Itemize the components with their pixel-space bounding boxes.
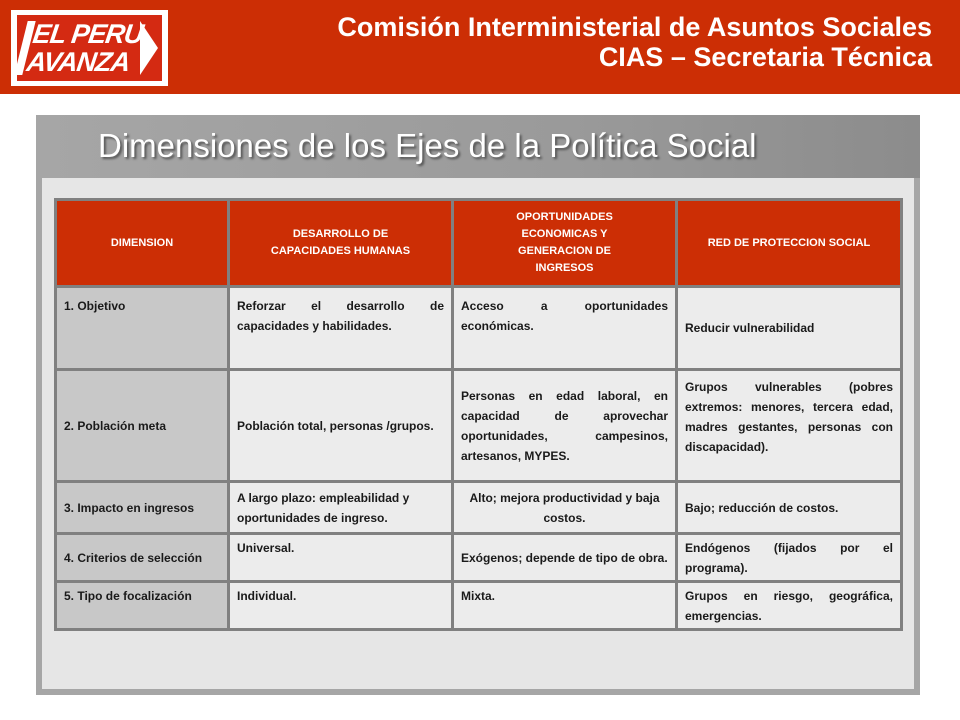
table-cell: Población total, personas /grupos. <box>230 371 454 483</box>
table-cell: Reforzar el desarrollo de capacidades y habilidades. <box>230 288 454 371</box>
el-peru-avanza-logo <box>11 10 168 86</box>
table-cell: Reducir vulnerabilidad <box>678 288 903 371</box>
header-title-line-1: Comisión Interministerial de Asuntos Sociales <box>337 12 932 42</box>
slide-title: Dimensiones de los Ejes de la Política Social <box>98 127 757 164</box>
table-row <box>54 288 903 371</box>
table-cell: Individual. <box>230 583 454 631</box>
table-row <box>54 535 903 583</box>
table-cell: Bajo; reducción de costos. <box>678 483 903 535</box>
header-cell-oportunidades: OPORTUNIDADES ECONOMICAS Y GENERACION DE INGRESOS <box>454 198 678 288</box>
logo-line-1: EL PERU <box>30 19 145 49</box>
table-cell: Endógenos (fijados por el programa). <box>678 535 903 583</box>
logo-line-2: AVANZA <box>24 47 132 77</box>
header-cell-red-proteccion: RED DE PROTECCION SOCIAL <box>678 198 903 288</box>
row-label: 4. Criterios de selección <box>54 535 230 583</box>
table-cell: A largo plazo: empleabilidad y oportunidades de ingreso. <box>230 483 454 535</box>
row-label: 3. Impacto en ingresos <box>54 483 230 535</box>
table-header-row <box>54 198 903 288</box>
table-cell: Acceso a oportunidades económicas. <box>454 288 678 371</box>
header-cell-desarrollo: DESARROLLO DE CAPACIDADES HUMANAS <box>230 198 454 288</box>
header-band <box>0 0 960 94</box>
logo-inner <box>17 15 162 81</box>
dimensions-table <box>54 198 903 631</box>
table-cell: Alto; mejora productividad y baja costos. <box>454 483 678 535</box>
row-label: 1. Objetivo <box>54 288 230 371</box>
row-label: 5. Tipo de focalización <box>54 583 230 631</box>
table-row <box>54 483 903 535</box>
table-cell: Grupos vulnerables (pobres extremos: menores, tercera edad, madres gestantes, personas con discapacidad). <box>678 371 903 483</box>
logo-arrow-icon <box>140 21 158 75</box>
table-cell: Grupos en riesgo, geográfica, emergencias. <box>678 583 903 631</box>
row-label: 2. Población meta <box>54 371 230 483</box>
table-cell: Mixta. <box>454 583 678 631</box>
panel-title-bar <box>36 115 920 178</box>
table-row <box>54 371 903 483</box>
table-cell: Exógenos; depende de tipo de obra. <box>454 535 678 583</box>
table-cell: Personas en edad laboral, en capacidad de aprovechar oportunidades, campesinos, artesanos, MYPES. <box>454 371 678 483</box>
table-cell: Universal. <box>230 535 454 583</box>
header-title-line-2: CIAS – Secretaria Técnica <box>598 42 932 72</box>
table-row <box>54 583 903 631</box>
header-cell-dimension: DIMENSION <box>54 198 230 288</box>
